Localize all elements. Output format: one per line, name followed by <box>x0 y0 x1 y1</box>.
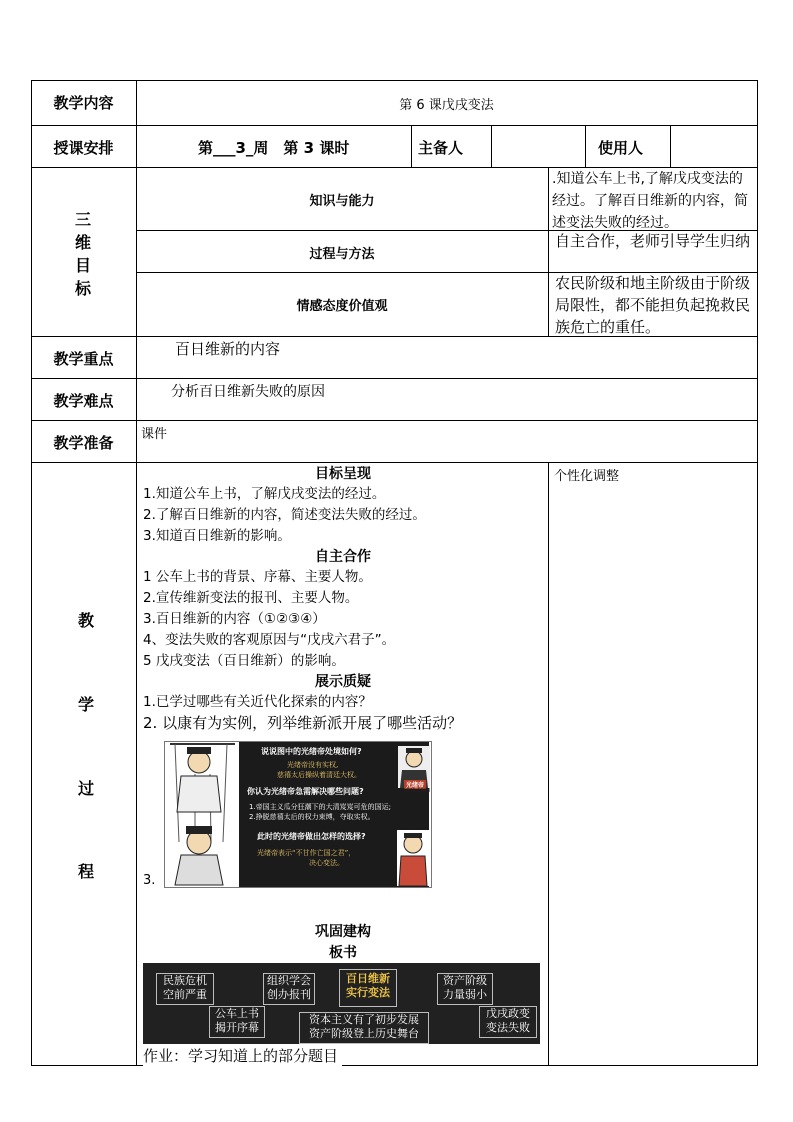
image-number: 3. <box>143 873 156 888</box>
schedule-label: 授课安排 <box>53 139 114 157</box>
content-label: 教学内容 <box>53 94 114 112</box>
section-title-board: 板书 <box>329 945 357 961</box>
cooperation-line: 3.百日维新的内容（①②③④） <box>143 611 326 627</box>
board-box: 公车上书 揭开序幕 <box>209 1006 265 1038</box>
section-title-questions: 展示质疑 <box>315 674 371 690</box>
puppet-emperor-illustration <box>165 742 239 887</box>
objectives-char: 目 <box>74 256 91 275</box>
objectives-char: 标 <box>74 279 91 298</box>
objective-label-knowledge: 知识与能力 <box>309 194 375 209</box>
lesson-title: 第 6 课戊戌变法 <box>399 98 494 113</box>
board-box: 戊戌政变 变法失败 <box>479 1006 537 1038</box>
objective-label-attitude: 情感态度价值观 <box>296 299 388 314</box>
objective-label-process: 过程与方法 <box>309 247 375 262</box>
process-char: 过 <box>77 779 94 798</box>
cooperation-line: 4、变法失败的客观原因与“戊戌六君子”。 <box>143 632 396 648</box>
side-note: 个性化调整 <box>554 469 620 484</box>
comic-answer-1b: 慈禧太后操纵着清廷大权。 <box>277 771 361 779</box>
objectives-char: 维 <box>74 233 91 252</box>
board-box: 资产阶级 力量弱小 <box>437 973 493 1005</box>
comic-question-2: 你认为光绪帝急需解决哪些问题? <box>247 787 364 796</box>
comic-answer-3a: 光绪帝表示“不甘作亡国之君”， <box>257 849 356 857</box>
difficulty-label: 教学难点 <box>53 392 114 410</box>
question-line: 1.已学过哪些有关近代化探索的内容？ <box>143 694 372 710</box>
process-char: 程 <box>77 862 94 881</box>
schedule-week: 第___3_周 第 3 课时 <box>198 139 350 157</box>
comic-answer-2b: 2.挣脱慈禧太后的权力束缚，夺取实权。 <box>249 813 375 821</box>
comic-answer-2a: 1.帝国主义瓜分狂潮下的大清岌岌可危的国运; <box>249 803 392 811</box>
guangxu-years: 1871-1908 <box>403 788 431 794</box>
goal-line: 3.知道百日维新的影响。 <box>143 528 291 544</box>
process-content <box>143 464 543 734</box>
board-box: 组织学会 创办报刊 <box>263 973 315 1005</box>
guangxu-comic-image <box>164 741 432 888</box>
preparer-label: 主备人 <box>418 139 464 157</box>
comic-answer-3b: 决心变法。 <box>309 859 344 867</box>
difficulty-value: 分析百日维新失败的原因 <box>171 384 325 400</box>
homework: 作业：学习知道上的部分题目 <box>143 1045 342 1066</box>
objective-text-process: 自主合作，老师引导学生归纳 <box>555 232 751 250</box>
guangxu-tag: 光绪帝 <box>406 782 425 789</box>
section-title-consolidation: 巩固建构 <box>315 924 371 940</box>
board-box-highlight: 百日维新 实行变法 <box>339 969 397 1007</box>
goal-line: 1.知道公车上书，了解戊戌变法的经过。 <box>143 486 386 502</box>
guangxu-cartoon <box>397 830 429 886</box>
comic-question-1: 说说图中的光绪帝处境如何? <box>261 747 362 756</box>
section-title-goals: 目标呈现 <box>315 466 371 482</box>
objective-text-attitude: 农民阶级和地主阶级由于阶级局限性，都不能担负起挽救民族危亡的重任。 <box>555 274 751 336</box>
process-char: 教 <box>77 611 94 630</box>
objective-text-knowledge: .知道公车上书,了解戊戌变法的经过。了解百日维新的内容，简述变法失败的经过。 <box>552 171 748 231</box>
preparation-value: 课件 <box>141 427 168 442</box>
board-diagram <box>143 963 540 1044</box>
section-title-cooperation: 自主合作 <box>315 549 371 565</box>
board-box: 资本主义有了初步发展 资产阶级登上历史舞台 <box>299 1012 429 1044</box>
cooperation-line: 5 戊戌变法（百日维新）的影响。 <box>143 653 345 669</box>
board-box: 民族危机 空前严重 <box>156 973 214 1005</box>
question-line: 2. 以康有为实例，列举维新派开展了哪些活动？ <box>143 714 463 732</box>
goal-line: 2.了解百日维新的内容，简述变法失败的经过。 <box>143 507 426 523</box>
user-label: 使用人 <box>598 139 644 157</box>
cooperation-line: 2.宣传维新变法的报刊、主要人物。 <box>143 590 359 606</box>
process-char: 学 <box>77 695 94 714</box>
key-point-value: 百日维新的内容 <box>175 340 281 358</box>
objectives-char: 三 <box>74 210 91 229</box>
cooperation-line: 1 公车上书的背景、序幕、主要人物。 <box>143 569 372 585</box>
key-point-label: 教学重点 <box>53 350 114 368</box>
comic-question-3: 此时的光绪帝做出怎样的选择? <box>257 832 366 841</box>
comic-answer-1a: 光绪帝没有实权, <box>287 761 339 769</box>
preparation-label: 教学准备 <box>53 434 114 452</box>
